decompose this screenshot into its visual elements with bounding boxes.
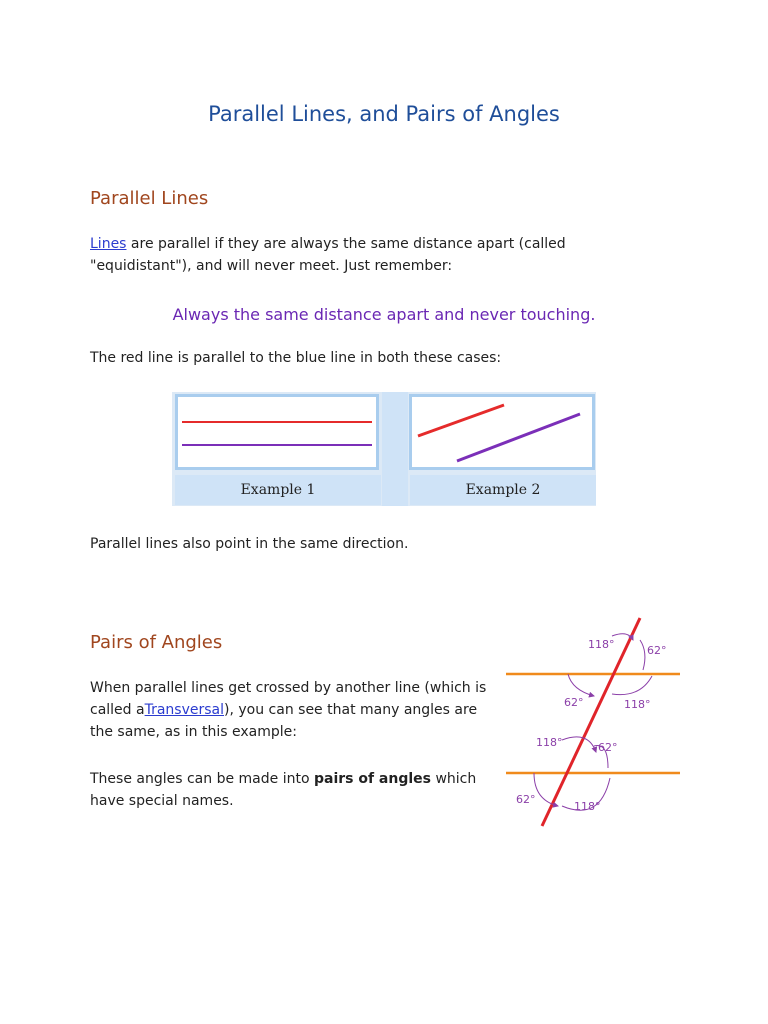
angle-label: 62°	[564, 696, 584, 709]
example-1-caption: Example 1	[175, 475, 381, 505]
example-2-figure	[409, 394, 595, 470]
pairs-text-2: have special names.	[90, 793, 234, 809]
angle-label: 118°	[574, 800, 601, 813]
blue-line	[457, 414, 580, 461]
transversal-text-2a: called a	[90, 702, 145, 718]
intro-text-2: "equidistant"), and will never meet. Just remember:	[90, 258, 453, 274]
example-2-caption: Example 2	[410, 475, 596, 505]
direction-text: Parallel lines also point in the same direction.	[90, 536, 409, 552]
emphasis-text: Always the same distance apart and never touching.	[172, 305, 596, 324]
pairs-of-angles-bold: pairs of angles	[313, 771, 431, 787]
transversal-paragraph	[90, 677, 510, 743]
cases-text: The red line is parallel to the blue line in both these cases:	[90, 350, 502, 366]
red-line	[418, 405, 504, 436]
intro-paragraph	[90, 233, 610, 277]
angle-label: 118°	[536, 736, 563, 749]
transversal-link[interactable]: Transversal	[144, 702, 225, 718]
example-1-figure	[175, 394, 379, 470]
pairs-paragraph	[90, 768, 510, 812]
example-1-lines	[178, 397, 376, 467]
angle-label: 118°	[588, 638, 615, 651]
angle-label: 118°	[624, 698, 651, 711]
angle-label: 62°	[647, 644, 667, 657]
transversal-diagram	[500, 612, 686, 834]
section-heading-pairs-of-angles: Pairs of Angles	[90, 632, 223, 653]
transversal-text-1: When parallel lines get crossed by another line (which is	[90, 680, 487, 696]
angle-label: 62°	[598, 741, 618, 754]
example-2-lines	[412, 397, 592, 467]
table-gutter	[382, 392, 408, 506]
examples-table	[172, 392, 596, 506]
pairs-text-1b: which	[431, 771, 477, 787]
pairs-text-1a: These angles can be made into	[90, 771, 314, 787]
angle-label: 62°	[516, 793, 536, 806]
page-title: Parallel Lines, and Pairs of Angles	[208, 102, 560, 126]
transversal-text-3: the same, as in this example:	[90, 724, 297, 740]
section-heading-parallel-lines: Parallel Lines	[90, 188, 209, 209]
lines-link[interactable]: Lines	[90, 236, 127, 252]
transversal-text-2b: ), you can see that many angles are	[224, 702, 478, 718]
intro-text-1: are parallel if they are always the same distance apart (called	[126, 236, 566, 252]
angle-arcs	[534, 634, 652, 811]
